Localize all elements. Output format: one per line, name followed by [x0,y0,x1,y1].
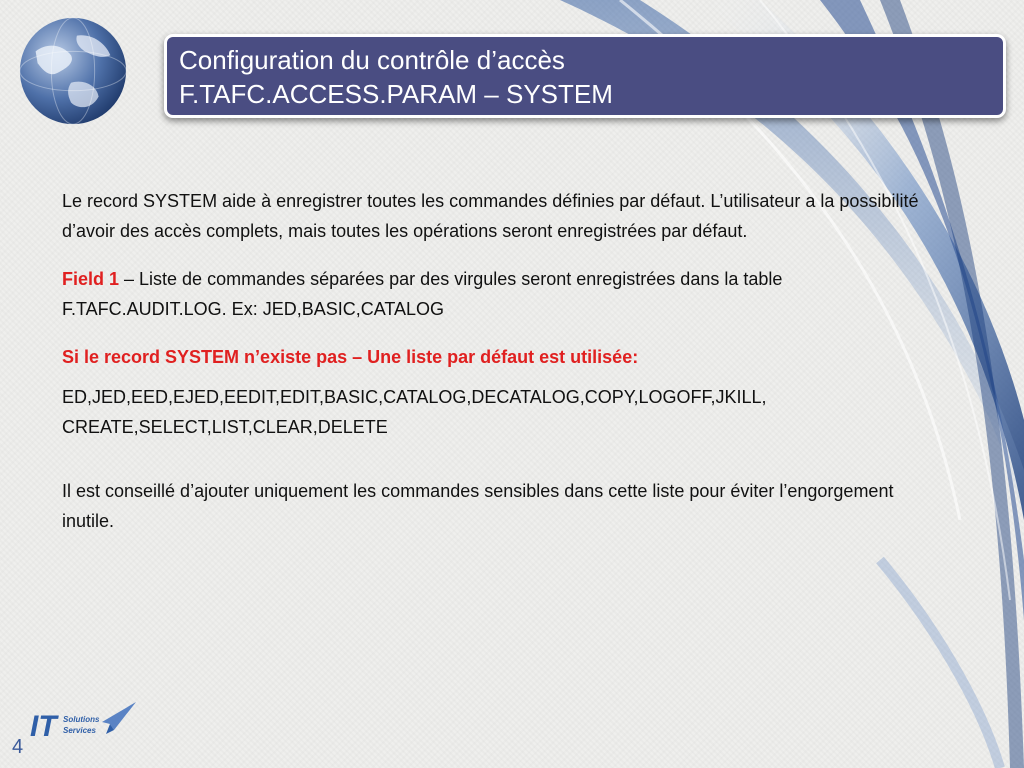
paragraph-intro: Le record SYSTEM aide à enregistrer toutes les commandes définies par défaut. L’utilisateur a la possibilité d’avoir des accès complets, mais toutes les opérations seront enregistrées par défaut. [62,191,919,241]
slide-title [164,34,1006,118]
globe-icon [14,12,132,130]
paper-plane-icon [102,702,136,730]
warning-heading: Si le record SYSTEM n’existe pas – Une liste par défaut est utilisée: [62,347,639,367]
logo-word-2: Services [63,726,96,735]
title-line-2: F.TAFC.ACCESS.PARAM – SYSTEM [179,79,613,109]
field1-description: – Liste de commandes séparées par des virgules seront enregistrées dans la table F.TAFC.AUDIT.LOG. Ex: JED,BASIC,CATALOG [62,269,783,319]
title-line-1: Configuration du contrôle d’accès [179,45,565,75]
logo-word-1: Solutions [63,715,100,724]
logo-letters: IT [30,710,57,743]
slide-number: 4 [12,736,24,758]
it-solutions-logo [30,700,140,744]
paragraph-field1 [62,264,942,324]
default-command-list: ED,JED,EED,EJED,EEDIT,EDIT,BASIC,CATALOG,DECATALOG,COPY,LOGOFF,JKILL, CREATE,SELECT,LIST,CLEAR,DELETE [62,387,767,437]
field1-label: Field 1 [62,269,120,289]
paragraph-advice: Il est conseillé d’ajouter uniquement les commandes sensibles dans cette liste pour éviter l’engorgement inutile. [62,481,894,531]
slide-body [62,186,942,536]
